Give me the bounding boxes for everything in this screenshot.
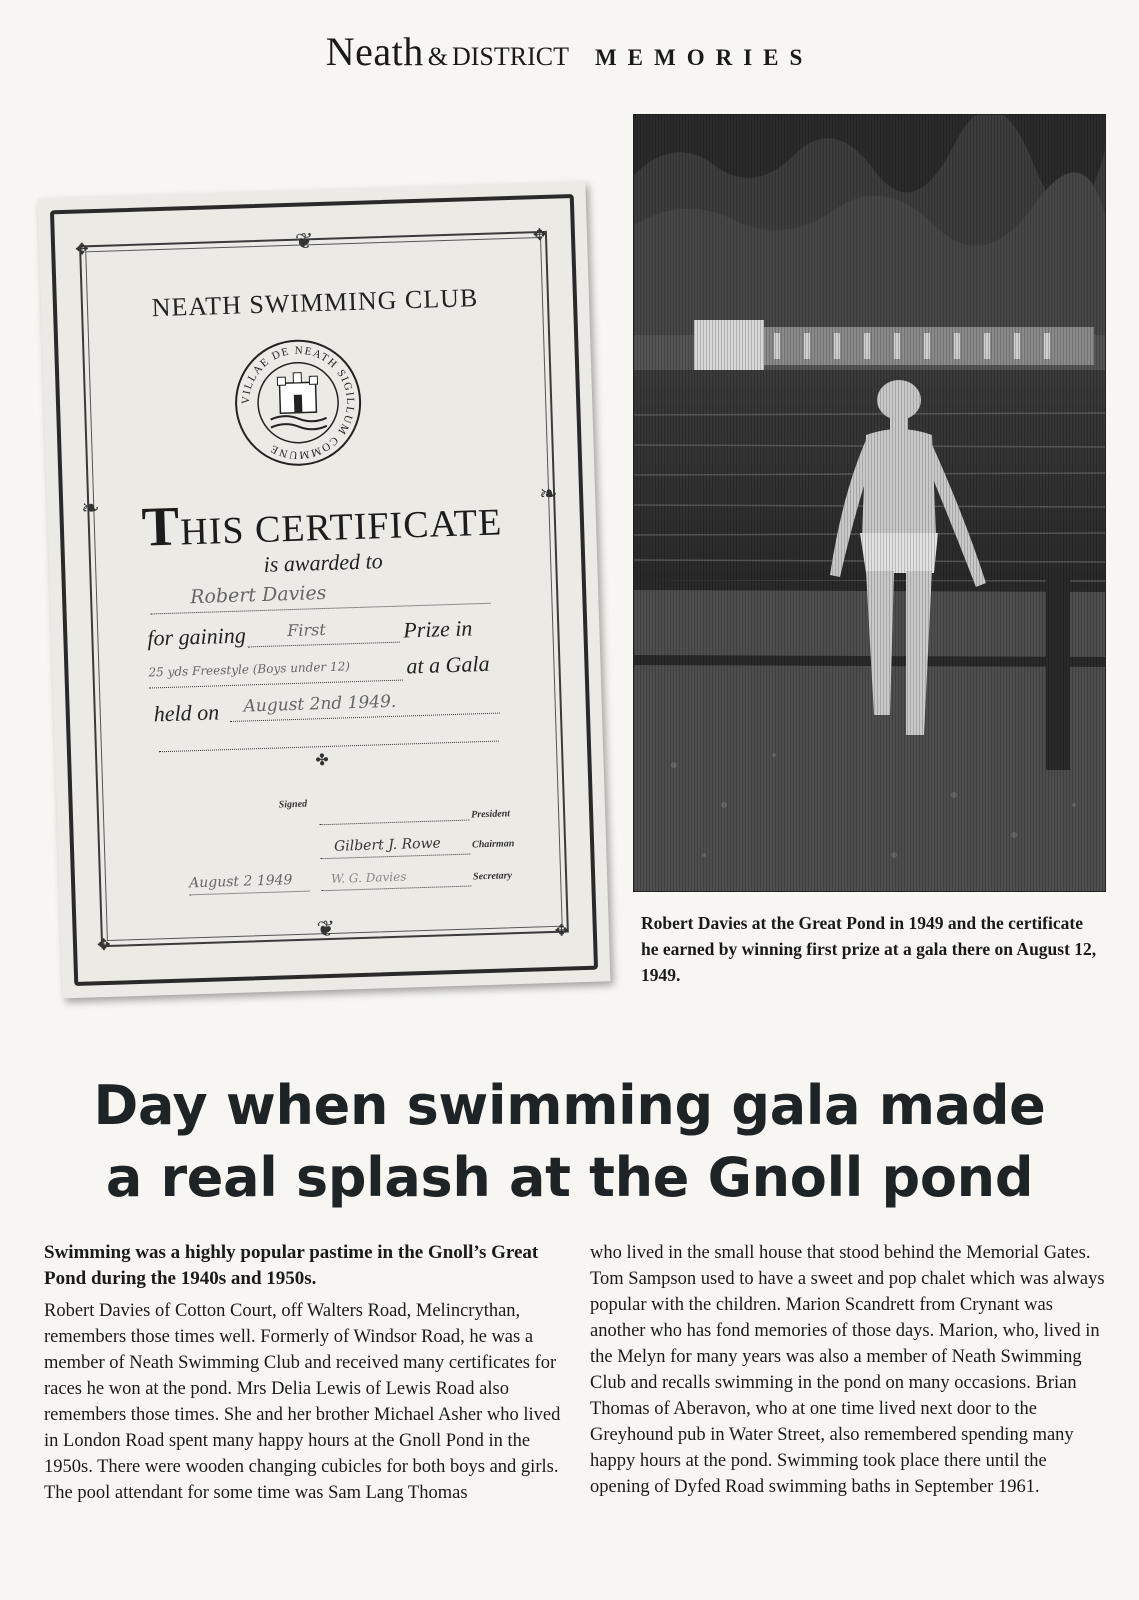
prize-in-label: Prize in	[402, 615, 473, 643]
signed-label: Signed	[278, 798, 308, 811]
running-header	[0, 28, 1139, 75]
left-flourish-icon: ❧	[80, 495, 101, 521]
prize-place: First	[286, 619, 327, 641]
corner-ornament-icon: ✥	[74, 241, 89, 259]
certificate-title-initial: T	[140, 495, 182, 559]
middle-ornament-icon: ✤	[315, 751, 330, 770]
prize-place-line	[247, 618, 400, 648]
at-gala-label: at a Gala	[406, 650, 490, 679]
chairman-label: Chairman	[471, 838, 515, 851]
certificate-image	[38, 182, 611, 999]
header-district: DISTRICT	[451, 42, 569, 71]
article-column-left	[44, 1240, 574, 1506]
headline-line-2: a real splash at the Gnoll pond	[105, 1146, 1034, 1209]
pond-photo-illustration	[634, 115, 1105, 891]
certificate-title-rest: HIS CERTIFICATE	[179, 501, 503, 554]
article-column-right	[590, 1240, 1105, 1500]
bottom-flourish-icon: ❦	[316, 915, 336, 942]
pond-photograph	[633, 114, 1106, 892]
header-memories: MEMORIES	[594, 45, 814, 70]
header-title-neath: Neath	[325, 29, 424, 74]
secretary-label: Secretary	[472, 870, 513, 883]
article-lead: Swimming was a highly popular pastime in the Gnoll’s Great Pond during the 1940s and 1950s.	[44, 1242, 539, 1289]
corner-ornament-icon: ✥	[532, 226, 547, 245]
signed-date: August 2 1949	[188, 872, 293, 892]
town-seal-icon	[232, 337, 364, 469]
corner-ornament-icon: ✥	[96, 936, 111, 955]
article-headline	[0, 1070, 1139, 1214]
event-name: 25 yds Freestyle (Boys under 12)	[148, 659, 351, 680]
held-on-label: held on	[153, 699, 220, 727]
president-label: President	[470, 808, 511, 821]
seal-legend: VILLAE DE NEATH SIGILLUM COMMUNE	[239, 344, 357, 462]
chairman-signature: Gilbert J. Rowe	[333, 835, 442, 855]
recipient-name: Robert Davies	[189, 581, 327, 609]
article-body-left: Robert Davies of Cotton Court, off Walters Road, Melincrythan, remembers those times well. Formerly of Windsor Road, he was a member of Neath Swimming Club and received many certificates for races he won at the pond. Mrs Delia Lewis of Lewis Road also remembers those times. She and her brother Michael Asher who lived in London Road spent many happy hours at the Gnoll Pond in the 1950s. There were wooden changing cubicles for both boys and girls. The pool attendant for some time was Sam Lang Thomas	[44, 1301, 561, 1503]
header-ampersand: &	[427, 42, 448, 71]
article-body-right: who lived in the small house that stood behind the Memorial Gates. Tom Sampson used to have a sweet and pop chalet which was always popular with the children. Marion Scandrett from Crynant was another who has fond memories of those days. Marion, who, lived in the Melyn for many years was also a member of Neath Swimming Club and recalls swimming in the pond on many occasions. Brian Thomas of Aberavon, who at one time lived next door to the Greyhound pub in Water Street, also remembered spending many happy hours at the pond. Swimming took place there until the opening of Dyfed Road swimming baths in September 1961.	[590, 1243, 1105, 1497]
secretary-signature: W. G. Davies	[330, 869, 407, 886]
corner-ornament-icon: ✥	[554, 922, 569, 940]
headline-line-1: Day when swimming gala made	[93, 1074, 1046, 1137]
certificate-club-name: NEATH SWIMMING CLUB	[151, 283, 479, 323]
signed-date-line	[189, 871, 310, 896]
for-gaining-label: for gaining	[147, 622, 247, 651]
right-flourish-icon: ❧	[538, 480, 558, 507]
top-flourish-icon: ❦	[294, 228, 314, 254]
awarded-to-label: is awarded to	[263, 548, 383, 577]
held-date: August 2nd 1949.	[243, 691, 397, 717]
photo-caption: Robert Davies at the Great Pond in 1949 and the certificate he earned by winning first prize at a gala there on August 12, 1949.	[641, 913, 1097, 985]
